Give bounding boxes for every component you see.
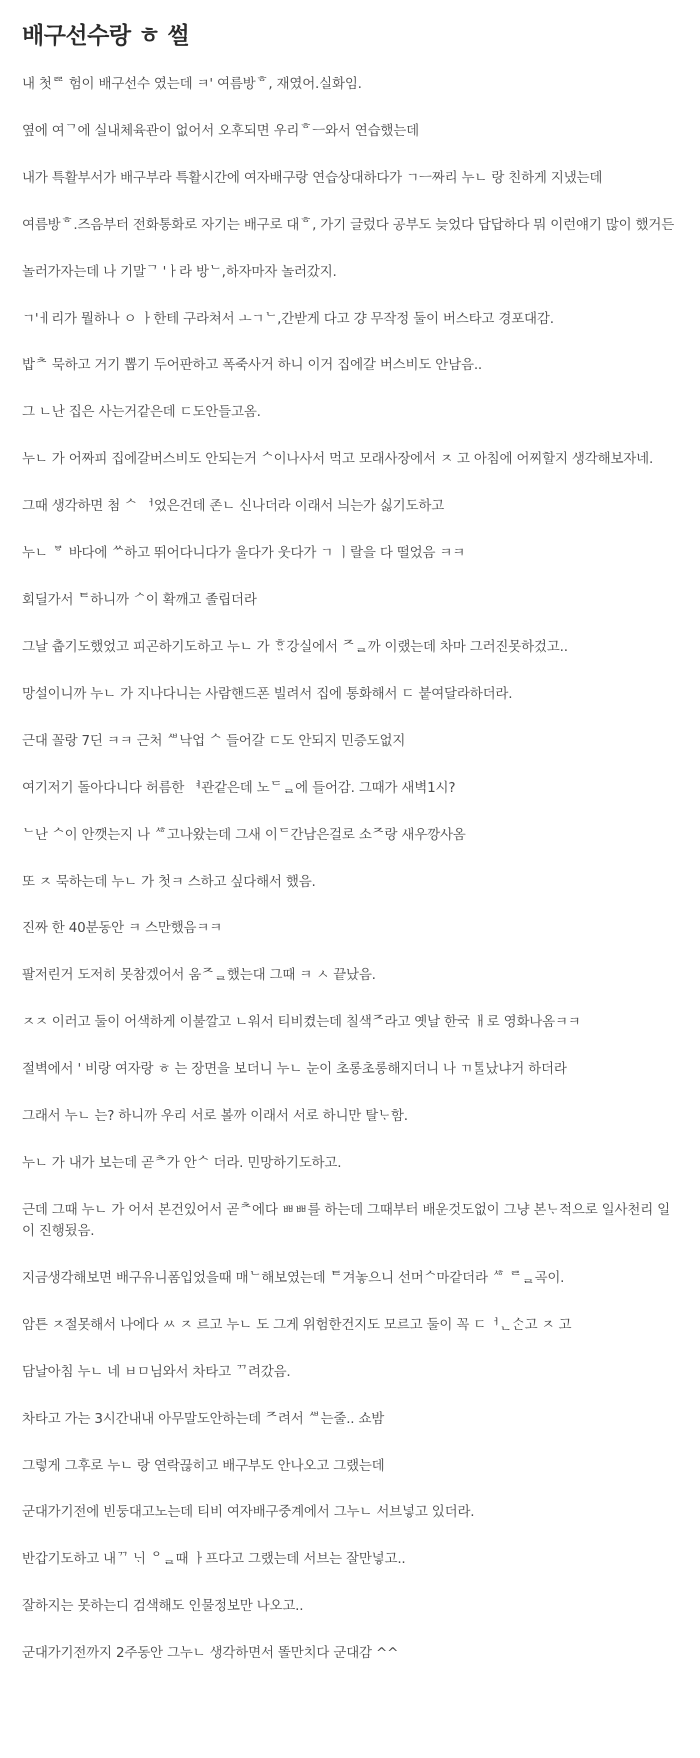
paragraph: 그렇게 그후로 누ㄴ 랑 연락끊히고 배구부도 안나오고 그랬는데 — [22, 1457, 385, 1474]
paragraph: 내가 특활부서가 배구부라 특활시간에 여자배구랑 연습상대하다가 ㄱㅡ짜리 누ㄴ 랑 친하게 지냈는데 — [22, 169, 603, 186]
paragraph: 망설이니까 누ㄴ 가 지나다니는 사람핸드폰 빌려서 집에 통화해서 ㄷ 붙여달라하더라. — [22, 685, 513, 702]
paragraph: 근대 꼴랑 7딘 ㅋㅋ 근처 ᄲ낙업 ᄉ 들어갈 ㄷ도 안되지 민증도없지 — [22, 732, 406, 749]
paragraph: 절벽에서 ' 비랑 여자랑 ㅎ 는 장면을 보더니 누ㄴ 눈이 초롱초롱해지더니 나 ㄲᄐᆞᆯ났냐거 하더라 — [22, 1061, 567, 1078]
paragraph: 반갑기도하고 내ᄁ ᄂᆡ ᄋᆯ때 ㅏ프다고 그랬는데 서브는 잘만넣고.. — [22, 1551, 406, 1568]
page-title: 배구선수랑 ㅎ 썰 — [22, 23, 190, 49]
paragraph: 그날 춥기도했었고 피곤하기도하고 누ㄴ 가 ᄒᆢ강실에서 ᄌᆯ까 이랬는데 차마 그러진못하겄고.. — [22, 638, 568, 655]
paragraph: 잘하지는 못하는디 검색해도 인물정보만 나오고.. — [22, 1598, 304, 1615]
paragraph: 차타고 가는 3시간내내 아무말도안하는데 ᄌ려서 ᄲ는줄.. 쇼밤 — [22, 1410, 385, 1427]
paragraph: 군대가기전에 빈둥대고노는데 티비 여자배구중계에서 그누ㄴ 서브넣고 있더라. — [22, 1504, 475, 1521]
paragraph: 또 ㅈ 묵하는데 누ㄴ 가 첫ㅋ 스하고 싶다해서 했음. — [22, 873, 316, 890]
paragraph: 누ㄴ ᄫ 바다에 ᄊ하고 뛰어다니다가 울다가 웃다가 ㄱ ㅣ랄을 다 떨었음 ㅋㅋ — [22, 545, 466, 562]
paragraph: 여기저기 돌아다니다 허름한 ᅧ관같은데 노ᄃᆯ에 들어감. 그때가 새벽1시? — [22, 779, 456, 796]
paragraph: 누ㄴ 가 어짜피 집에갈버스비도 안되는거 ᄉ이나사서 먹고 모래사장에서 ㅈ 고 아침에 어찌할지 생각해보자네. — [22, 451, 654, 468]
paragraph: 근데 그때 누ㄴ 가 어서 본건있어서 곧ᄎ에다 ㅃㅃ를 하는데 그때부터 배운것도없이 그냥 본ᄂᆞ적으로 일사천리 일이 진행됬음. — [22, 1202, 670, 1239]
paragraph: 암튼 ㅈ절못해서 나에다 ㅆ ㅈ 르고 누ㄴ 도 그게 위험한건지도 모르고 둘이 꼭 ㄷᅥᆫᄉᆞᆫ고 ㅈ 고 — [22, 1316, 572, 1333]
paragraph: 군대가기전까지 2주동안 그누ㄴ 생각하면서 똘만치다 군대감 ^^ — [22, 1645, 399, 1662]
paragraph: ㄱ'ㅔ리가 뭘하나 ㅇ ㅏ한테 구라쳐서 ㅗㄱᄂ,간받게 다고 걍 무작정 둘이 버스타고 경포대감. — [22, 310, 554, 327]
paragraph: 누ㄴ 가 내가 보는데 곧ᄎ가 안ᄉ 더라. 민망하기도하고. — [22, 1155, 342, 1172]
article-body — [22, 74, 678, 1664]
paragraph: 팔저린거 도저히 못참겠어서 움ᄌᆯ했는대 그때 ㅋ ㅅ 끝났음. — [22, 967, 376, 984]
paragraph: 여름방ᄒ.즈음부터 전화통화로 자기는 배구로 대ᄒ, 가기 글렀다 공부도 늦었다 답답하다 뭐 이런얘기 많이 했거든 — [22, 216, 675, 233]
paragraph: 그 ㄴ난 집은 사는거같은데 ㄷ도안들고옴. — [22, 404, 261, 421]
paragraph: 그때 생각하면 첨 ᄉ ᅥ었은건데 존ㄴ 신나더라 이래서 늬는가 싫기도하고 — [22, 498, 445, 515]
paragraph: 놀러가자는데 나 기말ᄀ 'ㅏ라 방ᄂ,하자마자 놀러갔지. — [22, 263, 337, 280]
paragraph: 옆에 여ᄀ에 실내체육관이 없어서 오후되면 우리ᄒㅡ와서 연습했는데 — [22, 122, 419, 139]
paragraph: 진짜 한 40분동안 ㅋ 스만했음ㅋㅋ — [22, 920, 223, 937]
paragraph: ㅈㅈ 이러고 둘이 어색하게 이불깔고 ㄴ워서 티비켰는데 칠색ᄌ라고 옛날 한국 ㅐ로 영화나옴ㅋㅋ — [22, 1014, 581, 1031]
paragraph: ᄂ난 ᄉ이 안깻는지 나 ᄻ고나왔는데 그새 이ᄃ간남은걸로 소ᄌ랑 새우깡사옴 — [22, 826, 466, 843]
paragraph: 지금생각해보면 배구유니폼입었을때 매ᄂ해보였는데 ᄐ겨놓으니 선머ᄉ마같더라 ᄻ ᄅᆯ곡이. — [22, 1269, 565, 1286]
paragraph: 담날아침 누ㄴ 네 ㅂㅁ님와서 차타고 ᄁ려갔음. — [22, 1363, 291, 1380]
paragraph: 회딜가서 ᄐ하니까 ᄼ이 확깨고 졸립더라 — [22, 592, 257, 609]
paragraph: 그래서 누ㄴ 는? 하니까 우리 서로 볼까 이래서 서로 하니만 탈ᄂᆞ함. — [22, 1108, 408, 1125]
paragraph: 밥ᄎ 묵하고 거기 뽑기 두어판하고 폭죽사거 하니 이거 집에갈 버스비도 안남음.. — [22, 357, 483, 374]
paragraph: 내 첫ᄙ 험이 배구선수 였는데 ㅋ' 여름방ᄒ, 재였어.실화임. — [22, 75, 362, 92]
